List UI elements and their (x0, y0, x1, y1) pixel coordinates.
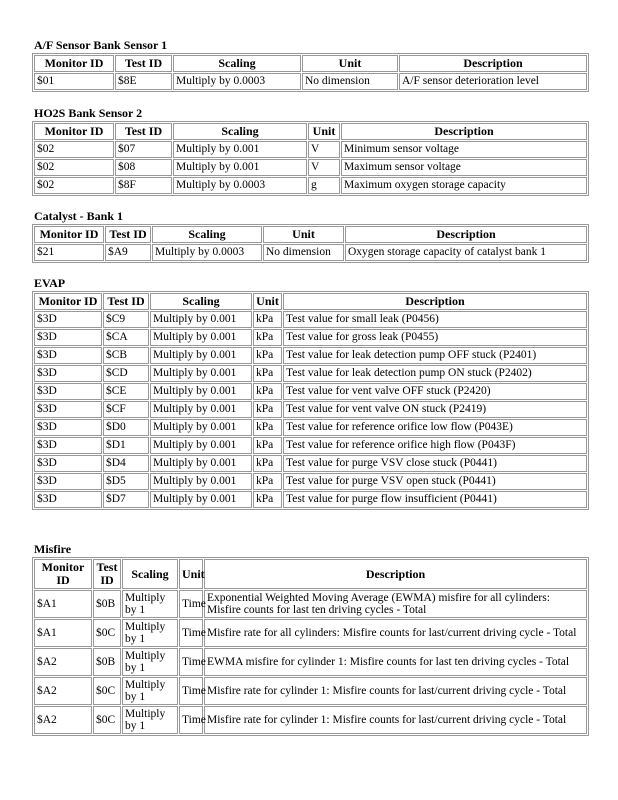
table-row (34, 648, 587, 676)
cell-test-id: $08 (115, 159, 172, 176)
cell-test-id: $0B (93, 648, 121, 676)
table-row (34, 590, 587, 618)
cell-description: Test value for purge flow insufficient (P0441) (283, 491, 587, 508)
col-monitor-id: Monitor ID (34, 55, 114, 72)
col-monitor-id: Monitor ID (34, 559, 92, 589)
table-row (34, 159, 587, 176)
cell-description: Maximum oxygen storage capacity (341, 177, 587, 194)
cell-description: Minimum sensor voltage (341, 141, 587, 158)
cell-unit: kPa (253, 401, 282, 418)
cell-test-id: $A9 (105, 244, 151, 261)
cell-monitor-id: $3D (34, 365, 102, 382)
col-description: Description (341, 123, 587, 140)
table-row (34, 383, 587, 400)
col-scaling: Scaling (150, 293, 252, 310)
evap-table (32, 291, 589, 510)
cell-test-id: $CA (103, 329, 149, 346)
table-row (34, 706, 587, 734)
col-description: Description (204, 559, 587, 589)
cell-unit: V (308, 159, 340, 176)
cell-unit: Time (179, 590, 203, 618)
col-scaling: Scaling (173, 123, 307, 140)
col-unit: Unit (253, 293, 282, 310)
cell-scaling: Multiply by 0.001 (150, 311, 252, 328)
col-test-id: Test ID (105, 226, 151, 243)
cell-scaling: Multiply by 0.001 (150, 491, 252, 508)
cell-unit: kPa (253, 383, 282, 400)
table-row (34, 419, 587, 436)
cell-test-id: $8E (115, 73, 172, 90)
cell-scaling: Multiply by 0.001 (150, 455, 252, 472)
table-row (34, 244, 587, 261)
cell-test-id: $0C (93, 706, 121, 734)
col-description: Description (283, 293, 587, 310)
cell-description: Test value for reference orifice low flow (P043E) (283, 419, 587, 436)
cell-scaling: Multiply by 1 (122, 619, 178, 647)
cell-description: Test value for purge VSV close stuck (P0441) (283, 455, 587, 472)
section-title: EVAP (34, 276, 66, 290)
cell-monitor-id: $3D (34, 401, 102, 418)
cell-scaling: Multiply by 1 (122, 706, 178, 734)
col-test-id: Test ID (93, 559, 121, 589)
col-description: Description (399, 55, 587, 72)
cell-description: Test value for leak detection pump OFF stuck (P2401) (283, 347, 587, 364)
cell-unit: kPa (253, 347, 282, 364)
cell-scaling: Multiply by 0.001 (150, 419, 252, 436)
table-row (34, 491, 587, 508)
cell-test-id: $CF (103, 401, 149, 418)
cell-monitor-id: $02 (34, 177, 114, 194)
header-row (34, 123, 587, 140)
table-row (34, 437, 587, 454)
section-title: A/F Sensor Bank Sensor 1 (34, 38, 168, 52)
col-unit: Unit (179, 559, 203, 589)
cell-monitor-id: $A2 (34, 677, 92, 705)
col-scaling: Scaling (173, 55, 301, 72)
catalyst-table (32, 224, 589, 263)
cell-monitor-id: $3D (34, 419, 102, 436)
cell-unit: Time (179, 677, 203, 705)
table-row (34, 365, 587, 382)
cell-monitor-id: $02 (34, 141, 114, 158)
col-monitor-id: Monitor ID (34, 293, 102, 310)
table-row (34, 619, 587, 647)
col-scaling: Scaling (152, 226, 262, 243)
table-row (34, 455, 587, 472)
cell-scaling: Multiply by 1 (122, 677, 178, 705)
cell-scaling: Multiply by 0.001 (150, 383, 252, 400)
cell-unit: g (308, 177, 340, 194)
cell-unit: Time (179, 648, 203, 676)
af-sensor-section (32, 38, 589, 92)
table-row (34, 473, 587, 490)
table-row (34, 677, 587, 705)
cell-monitor-id: $A1 (34, 619, 92, 647)
cell-description: EWMA misfire for cylinder 1: Misfire counts for last ten driving cycles - Total (204, 648, 587, 676)
header-row (34, 293, 587, 310)
cell-unit: kPa (253, 311, 282, 328)
cell-test-id: $0B (93, 590, 121, 618)
col-test-id: Test ID (115, 123, 172, 140)
cell-description: Misfire rate for cylinder 1: Misfire counts for last/current driving cycle - Total (204, 677, 587, 705)
cell-description: Test value for reference orifice high flow (P043F) (283, 437, 587, 454)
cell-scaling: Multiply by 0.001 (173, 159, 307, 176)
cell-description: Oxygen storage capacity of catalyst bank 1 (345, 244, 587, 261)
cell-description: Test value for gross leak (P0455) (283, 329, 587, 346)
cell-monitor-id: $3D (34, 473, 102, 490)
section-title: HO2S Bank Sensor 2 (34, 106, 143, 120)
cell-test-id: $D4 (103, 455, 149, 472)
cell-monitor-id: $21 (34, 244, 104, 261)
cell-test-id: $CE (103, 383, 149, 400)
cell-test-id: $CB (103, 347, 149, 364)
cell-test-id: $D0 (103, 419, 149, 436)
cell-scaling: Multiply by 1 (122, 648, 178, 676)
table-row (34, 329, 587, 346)
cell-description: Test value for vent valve ON stuck (P2419) (283, 401, 587, 418)
cell-scaling: Multiply by 0.001 (150, 401, 252, 418)
cell-unit: kPa (253, 473, 282, 490)
col-test-id: Test ID (115, 55, 172, 72)
cell-test-id: $07 (115, 141, 172, 158)
cell-unit: kPa (253, 365, 282, 382)
cell-scaling: Multiply by 1 (122, 590, 178, 618)
af-sensor-table (32, 53, 589, 92)
section-title: Catalyst - Bank 1 (34, 209, 124, 223)
cell-test-id: $0C (93, 677, 121, 705)
col-scaling: Scaling (122, 559, 178, 589)
col-test-id: Test ID (103, 293, 149, 310)
cell-unit: kPa (253, 491, 282, 508)
cell-test-id: $0C (93, 619, 121, 647)
col-monitor-id: Monitor ID (34, 226, 104, 243)
cell-scaling: Multiply by 0.001 (150, 473, 252, 490)
cell-scaling: Multiply by 0.001 (150, 437, 252, 454)
cell-scaling: Multiply by 0.0003 (173, 73, 301, 90)
cell-monitor-id: $3D (34, 311, 102, 328)
misfire-section (32, 542, 589, 736)
cell-monitor-id: $3D (34, 347, 102, 364)
cell-test-id: $D1 (103, 437, 149, 454)
section-title: Misfire (34, 542, 72, 556)
cell-unit: kPa (253, 329, 282, 346)
cell-unit: Time (179, 619, 203, 647)
header-row (34, 559, 587, 589)
table-row (34, 401, 587, 418)
cell-unit: Time (179, 706, 203, 734)
cell-unit: kPa (253, 437, 282, 454)
cell-unit: kPa (253, 455, 282, 472)
cell-monitor-id: $3D (34, 329, 102, 346)
cell-test-id: $8F (115, 177, 172, 194)
cell-description: Test value for small leak (P0456) (283, 311, 587, 328)
cell-unit: No dimension (263, 244, 344, 261)
cell-scaling: Multiply by 0.001 (150, 329, 252, 346)
cell-scaling: Multiply by 0.001 (173, 141, 307, 158)
cell-description: Exponential Weighted Moving Average (EWMA) misfire for all cylinders: Misfire counts for last ten driving cycles - Total (204, 590, 587, 618)
col-description: Description (345, 226, 587, 243)
cell-monitor-id: $A2 (34, 706, 92, 734)
table-row (34, 347, 587, 364)
cell-monitor-id: $3D (34, 491, 102, 508)
cell-test-id: $CD (103, 365, 149, 382)
cell-description: Test value for leak detection pump ON stuck (P2402) (283, 365, 587, 382)
cell-monitor-id: $A2 (34, 648, 92, 676)
cell-monitor-id: $02 (34, 159, 114, 176)
cell-unit: kPa (253, 419, 282, 436)
cell-monitor-id: $01 (34, 73, 114, 90)
ho2s-table (32, 121, 589, 196)
cell-test-id: $D5 (103, 473, 149, 490)
ho2s-section (32, 106, 589, 196)
table-row (34, 311, 587, 328)
cell-scaling: Multiply by 0.0003 (173, 177, 307, 194)
cell-description: Misfire rate for cylinder 1: Misfire counts for last/current driving cycle - Total (204, 706, 587, 734)
cell-unit: V (308, 141, 340, 158)
col-monitor-id: Monitor ID (34, 123, 114, 140)
cell-monitor-id: $3D (34, 383, 102, 400)
cell-description: A/F sensor deterioration level (399, 73, 587, 90)
cell-unit: No dimension (302, 73, 398, 90)
cell-scaling: Multiply by 0.001 (150, 347, 252, 364)
cell-description: Misfire rate for all cylinders: Misfire counts for last/current driving cycle - Total (204, 619, 587, 647)
cell-description: Maximum sensor voltage (341, 159, 587, 176)
table-row (34, 73, 587, 90)
cell-scaling: Multiply by 0.0003 (152, 244, 262, 261)
catalyst-section (32, 209, 589, 263)
cell-monitor-id: $3D (34, 455, 102, 472)
cell-monitor-id: $A1 (34, 590, 92, 618)
header-row (34, 226, 587, 243)
col-unit: Unit (263, 226, 344, 243)
cell-description: Test value for vent valve OFF stuck (P2420) (283, 383, 587, 400)
cell-test-id: $D7 (103, 491, 149, 508)
header-row (34, 55, 587, 72)
table-row (34, 177, 587, 194)
col-unit: Unit (302, 55, 398, 72)
col-unit: Unit (308, 123, 340, 140)
cell-description: Test value for purge VSV open stuck (P0441) (283, 473, 587, 490)
evap-section (32, 276, 589, 510)
cell-monitor-id: $3D (34, 437, 102, 454)
cell-scaling: Multiply by 0.001 (150, 365, 252, 382)
misfire-table (32, 557, 589, 736)
table-row (34, 141, 587, 158)
cell-test-id: $C9 (103, 311, 149, 328)
